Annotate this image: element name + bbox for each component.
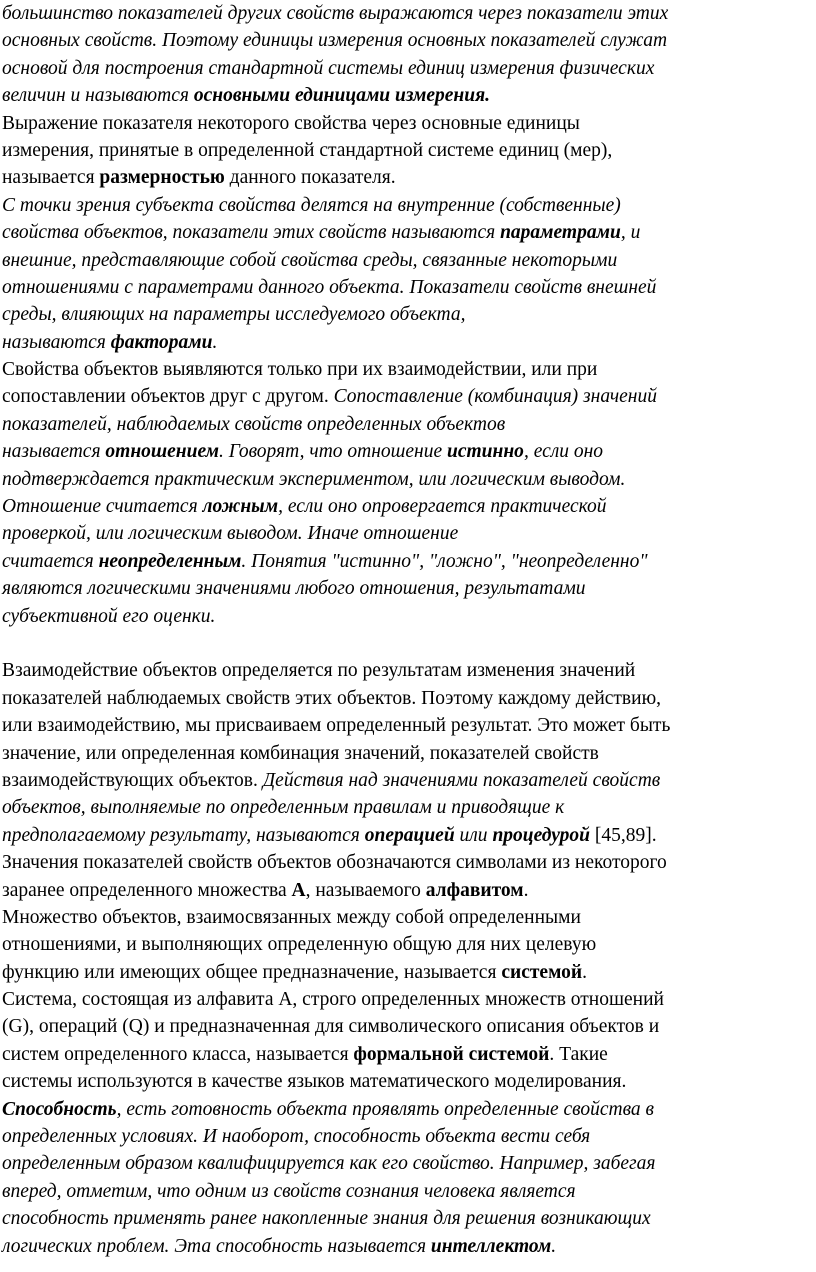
text-line [2, 247, 814, 274]
text-segment: подтверждается практическим экспериментом, или логическим выводом. [2, 468, 626, 490]
text-segment: показателей, наблюдаемых свойств определенных объектов [2, 413, 506, 435]
text-line [2, 82, 814, 109]
text-line [2, 1205, 814, 1232]
text-line [2, 959, 814, 986]
text-segment: . Такие [549, 1043, 608, 1065]
text-line [2, 466, 814, 493]
text-line [2, 1096, 814, 1123]
emphasized-term: А [291, 879, 306, 901]
text-segment: , если оно [523, 441, 604, 463]
emphasized-term: формальной системой [353, 1043, 550, 1065]
emphasized-term: неопределенным [98, 550, 242, 572]
text-line [2, 1178, 814, 1205]
text-segment: . [582, 961, 587, 983]
text-segment: взаимодействующих объектов. [2, 769, 263, 791]
text-line [2, 0, 814, 27]
text-segment: называется [2, 167, 100, 189]
text-segment: свойства объектов, показатели этих свойств называются [2, 222, 501, 244]
text-segment: . [523, 879, 529, 901]
text-line [2, 438, 814, 465]
emphasized-term: истинно [447, 441, 524, 463]
text-segment: среды, влияющих на параметры исследуемого объекта, [2, 304, 466, 326]
text-line [2, 904, 814, 931]
text-segment: отношениями, и выполняющих определенную общую для них целевую [2, 934, 597, 956]
text-segment: или взаимодействию, мы присваиваем определенный результат. Это может быть [2, 715, 671, 737]
text-line [2, 575, 814, 602]
text-segment: проверкой, или логическим выводом. Иначе отношение [2, 523, 459, 545]
emphasized-term: операцией [364, 824, 455, 846]
text-segment: или [454, 824, 493, 846]
text-segment: (G), операций (Q) и предназначенная для символического описания объектов и [2, 1016, 660, 1038]
emphasized-term: Способность [2, 1098, 117, 1120]
text-segment: являются логическими значениями любого отношения, результатами [2, 578, 586, 600]
text-segment: отношениями с параметрами данного объекта. Показатели свойств внешней [2, 276, 657, 298]
text-line [2, 657, 814, 684]
text-segment: называются [2, 331, 111, 353]
text-segment: . Говорят, что отношение [219, 441, 448, 463]
text-line [2, 877, 814, 904]
emphasized-term: ложным [202, 496, 279, 518]
text-segment: субъективной его оценки. [2, 605, 216, 627]
text-segment: [45,89]. [589, 824, 657, 846]
text-line [2, 274, 814, 301]
text-segment: функцию или имеющих общее предназначение, называется [2, 961, 502, 983]
text-segment: . [212, 331, 218, 353]
text-line [2, 712, 814, 739]
text-segment: основных свойств. Поэтому единицы измерения основных показателей служат [2, 30, 668, 52]
text-line [2, 520, 814, 547]
emphasized-term: процедурой [492, 824, 590, 846]
text-segment: Взаимодействие объектов определяется по результатам изменения значений [2, 660, 636, 682]
text-line [2, 137, 814, 164]
text-segment: , если оно опровергается практической [278, 496, 607, 518]
text-segment: внешние, представляющие собой свойства среды, связанные некоторыми [2, 249, 618, 271]
text-line [2, 493, 814, 520]
text-segment: , называемого [305, 879, 426, 901]
text-line [2, 822, 814, 849]
text-line [2, 383, 814, 410]
text-line [2, 1233, 814, 1260]
text-segment: Значения показателей свойств объектов обозначаются символами из некоторого [2, 852, 667, 874]
text-segment: определенных условиях. И наоборот, способность объекта вести себя [2, 1126, 591, 1148]
text-segment: способность применять ранее накопленные знания для решения возникающих [2, 1208, 651, 1230]
text-segment: систем определенного класса, называется [2, 1043, 354, 1065]
text-segment: . Понятия "истинно", "ложно", "неопределенно" [241, 550, 648, 572]
text-segment: . [551, 1235, 557, 1257]
text-line [2, 110, 814, 137]
text-segment: , есть готовность объекта проявлять определенные свойства в [116, 1098, 655, 1120]
text-line [2, 356, 814, 383]
text-segment: объектов, выполняемые по определенным правилам и приводящие к [2, 797, 565, 819]
text-line [2, 219, 814, 246]
text-segment: сопоставлении объектов друг с другом. [2, 386, 334, 408]
text-line [2, 1150, 814, 1177]
text-segment: величин и называются [2, 85, 194, 107]
text-segment: вперед, отметим, что одним из свойств сознания человека является [2, 1180, 576, 1202]
text-segment: логических проблем. Эта способность называется [2, 1235, 431, 1257]
text-line [2, 767, 814, 794]
text-segment: большинство показателей других свойств выражаются через показатели этих [2, 3, 669, 24]
text-line [2, 192, 814, 219]
text-segment: , и [620, 222, 641, 244]
text-line [2, 164, 814, 191]
text-segment: основой для построения стандартной системы единиц измерения физических [2, 57, 655, 79]
text-line [2, 685, 814, 712]
text-line [2, 740, 814, 767]
emphasized-term: отношением [105, 441, 219, 463]
text-line [2, 1123, 814, 1150]
emphasized-term: основными единицами измерения. [193, 85, 490, 107]
text-line [2, 1068, 814, 1095]
document-body [2, 0, 814, 1260]
text-segment: Действия над значениями показателей свойств [262, 769, 661, 791]
text-line [2, 329, 814, 356]
emphasized-term: факторами [110, 331, 213, 353]
text-line [2, 55, 814, 82]
text-line [2, 794, 814, 821]
emphasized-term: системой [501, 961, 583, 983]
text-segment: измерения, принятые в определенной стандартной системе единиц (мер), [2, 139, 613, 161]
text-line [2, 986, 814, 1013]
emphasized-term: размерностью [99, 167, 225, 189]
text-segment: показателей наблюдаемых свойств этих объектов. Поэтому каждому действию, [2, 687, 662, 709]
text-segment: Система, состоящая из алфавита А, строго определенных множеств отношений [2, 989, 664, 1011]
text-segment: Отношение считается [2, 496, 203, 518]
text-segment: данного показателя. [224, 167, 396, 189]
text-segment: С точки зрения субъекта свойства делятся на внутренние (собственные) [2, 194, 621, 216]
text-segment: значение, или определенная комбинация значений, показателей свойств [2, 742, 599, 764]
emphasized-term: интеллектом [430, 1235, 552, 1257]
text-line [2, 548, 814, 575]
text-segment: предполагаемому результату, называются [2, 824, 365, 846]
text-segment: определенным образом квалифицируется как его свойство. Например, забегая [2, 1153, 656, 1175]
text-segment: Свойства объектов выявляются только при их взаимодействии, или при [2, 359, 598, 381]
emphasized-term: алфавитом [425, 879, 524, 901]
text-line [2, 931, 814, 958]
text-segment: называется [2, 441, 106, 463]
text-segment: заранее определенного множества [2, 879, 292, 901]
text-line [2, 411, 814, 438]
text-line [2, 1041, 814, 1068]
text-line [2, 1013, 814, 1040]
text-line [2, 849, 814, 876]
blank-line [2, 630, 814, 657]
text-segment: считается [2, 550, 99, 572]
text-line [2, 603, 814, 630]
text-segment: Выражение показателя некоторого свойства через основные единицы [2, 112, 580, 134]
text-segment: Множество объектов, взаимосвязанных между собой определенными [2, 906, 581, 928]
emphasized-term: параметрами [500, 222, 621, 244]
text-line [2, 301, 814, 328]
text-segment: Сопоставление (комбинация) значений [333, 386, 657, 408]
text-line [2, 27, 814, 54]
text-segment: системы используются в качестве языков математического моделирования. [2, 1071, 627, 1093]
